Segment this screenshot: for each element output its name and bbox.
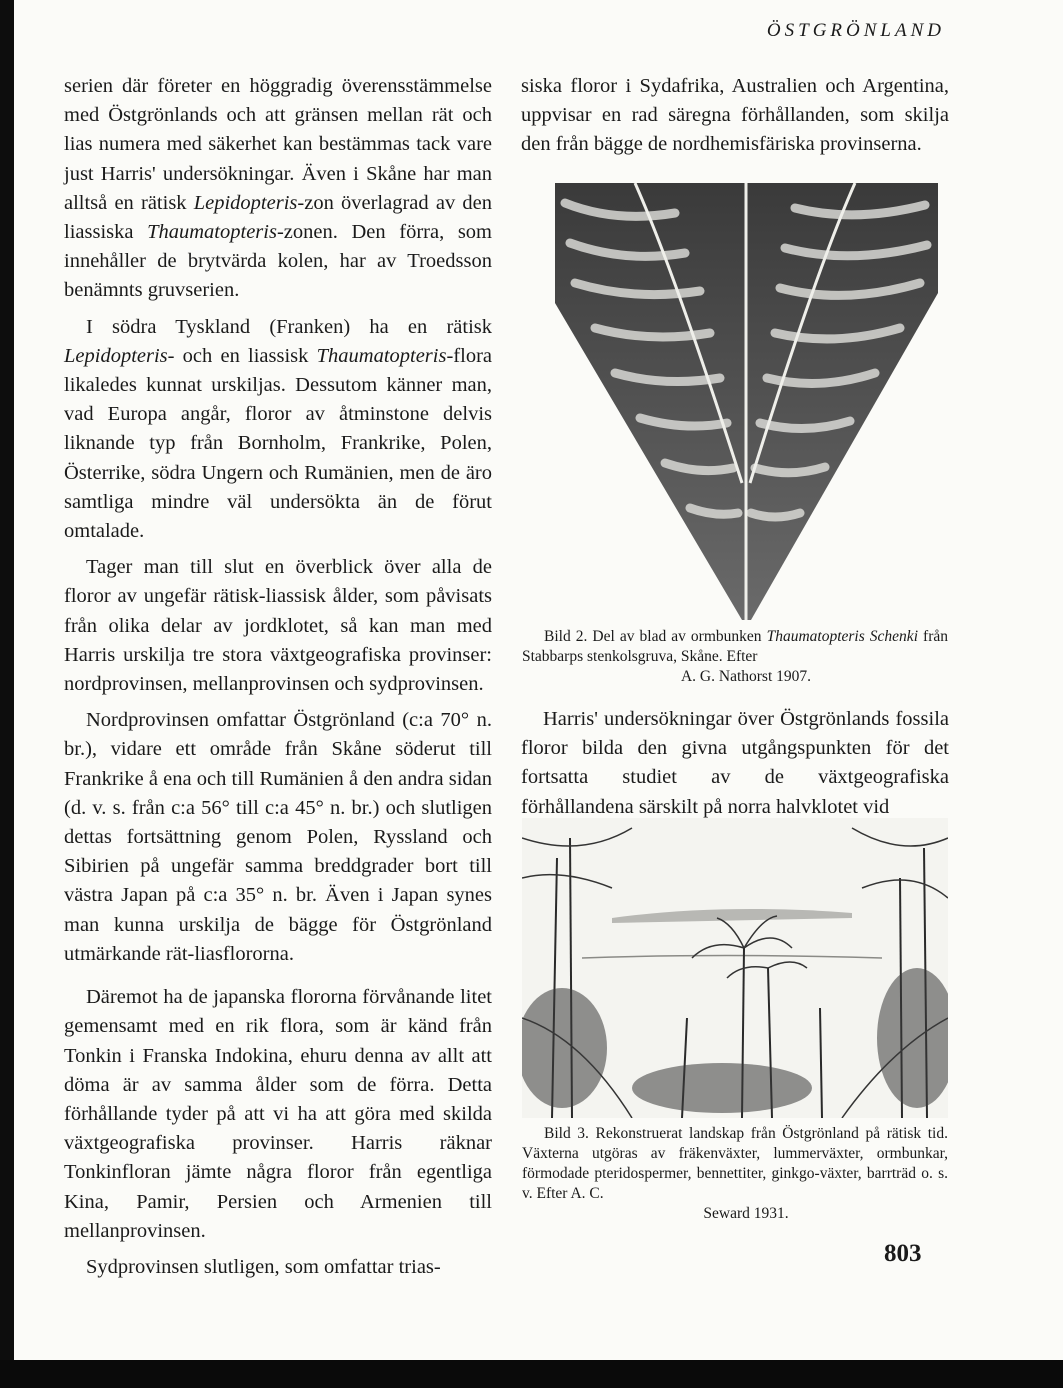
figure2-caption: Bild 3. Rekonstruerat landskap från Östgrönland på rätisk tid. Växterna utgöras av fräkenväxter, lummerväxter, ormbunkar, förmodade pteridospermer, bennettiter, ginkgo-växter, barrträd o. s. v. Efter A. C. Seward 1931. (522, 1125, 948, 1222)
scan-edge (0, 0, 14, 1360)
paragraph: Däremot ha de japanska flororna förvånande litet gemensamt med en rik flora, som är känd från Tonkin i Franska Indokina, ehuru denna av allt att döma är av samma ålder som de förra. Detta förhållande tyder på att vi ha att göra med skilda växtgeografiska provinser. Harris räknar Tonkinfloran jämte några floror från egentliga Kina, Pamir, Persien och Armenien till mellanprovinsen. (64, 986, 492, 1242)
landscape-illustration (522, 818, 948, 1118)
landscape-figure (522, 818, 948, 1118)
page-number: 803 (884, 1240, 922, 1267)
paragraph: Tager man till slut en överblick över alla de floror av ungefär rätisk-liassisk ålder, som påvisats från olika delar av jordklotet, så kan man med Harris urskilja tre stora växtgeografiska provinser: nordprovinsen, mellanprovinsen och sydprovinsen. (64, 556, 492, 696)
figure1-caption: Bild 2. Del av blad av ormbunken Thaumatopteris Schenki från Stabbarps stenkolsgruva, Skåne. Efter A. G. Nathorst 1907. (522, 628, 948, 685)
fern-fossil-figure (555, 183, 938, 620)
running-header: ÖSTGRÖNLAND (766, 20, 945, 41)
paragraph: serien där företer en höggradig överensstämmelse med Östgrönlands och att gränsen mellan rät och lias numera med säkerhet kan bestämmas tack vare just Harris' undersökningar. Även i Skåne har man alltså en rätisk Lepidopteris-zon överlagrad av den liassiska Thaumatopteris-zonen. Den förra, som innehåller de brytvärda kolen, har av Troedsson benämnts gruvserien. (64, 75, 492, 302)
fern-leaf-illustration (555, 183, 938, 620)
paragraph: Nordprovinsen omfattar Östgrönland (c:a 70° n. br.), vidare ett område från Skåne söderut till Frankrike å ena och till Rumänien å den andra sidan (d. v. s. från c:a 56° till c:a 45° n. br.) och slutligen dettas fortsättning genom Polen, Ryssland och Sibirien på ungefär samma breddgrader bort till västra Japan på c:a 35° n. br. Även i Japan synes man kunna urskilja de bägge för Östgrönland utmärkande rät-liasflororna. (64, 709, 492, 965)
scan-border (0, 1360, 1063, 1388)
paragraph: Sydprovinsen slutligen, som omfattar trias- (86, 1255, 441, 1278)
left-column (64, 72, 492, 1289)
right-column-bottom (521, 705, 949, 829)
paragraph: I södra Tyskland (Franken) ha en rätisk Lepidopteris- och en liassisk Thaumatopteris-flora likaledes kunnat urskiljas. Dessutom känner man, vad Europa angår, floror av åtminstone delvis liknande typ från Bornholm, Frankrike, Polen, Österrike, södra Ungern och Rumänien, men de äro samtliga mindre väl undersökta än de förut omtalade. (64, 315, 492, 543)
paragraph: Harris' undersökningar över Östgrönlands fossila floror bilda den givna utgångspunkten för det fortsatta studiet av de växtgeografiska förhållandena särskilt på norra halvklotet vid (521, 708, 949, 818)
right-column-top (521, 72, 949, 167)
paragraph: siska floror i Sydafrika, Australien och Argentina, uppvisar en rad säregna förhållanden, som skilja den från bägge de nordhemisfäriska provinserna. (521, 75, 949, 156)
